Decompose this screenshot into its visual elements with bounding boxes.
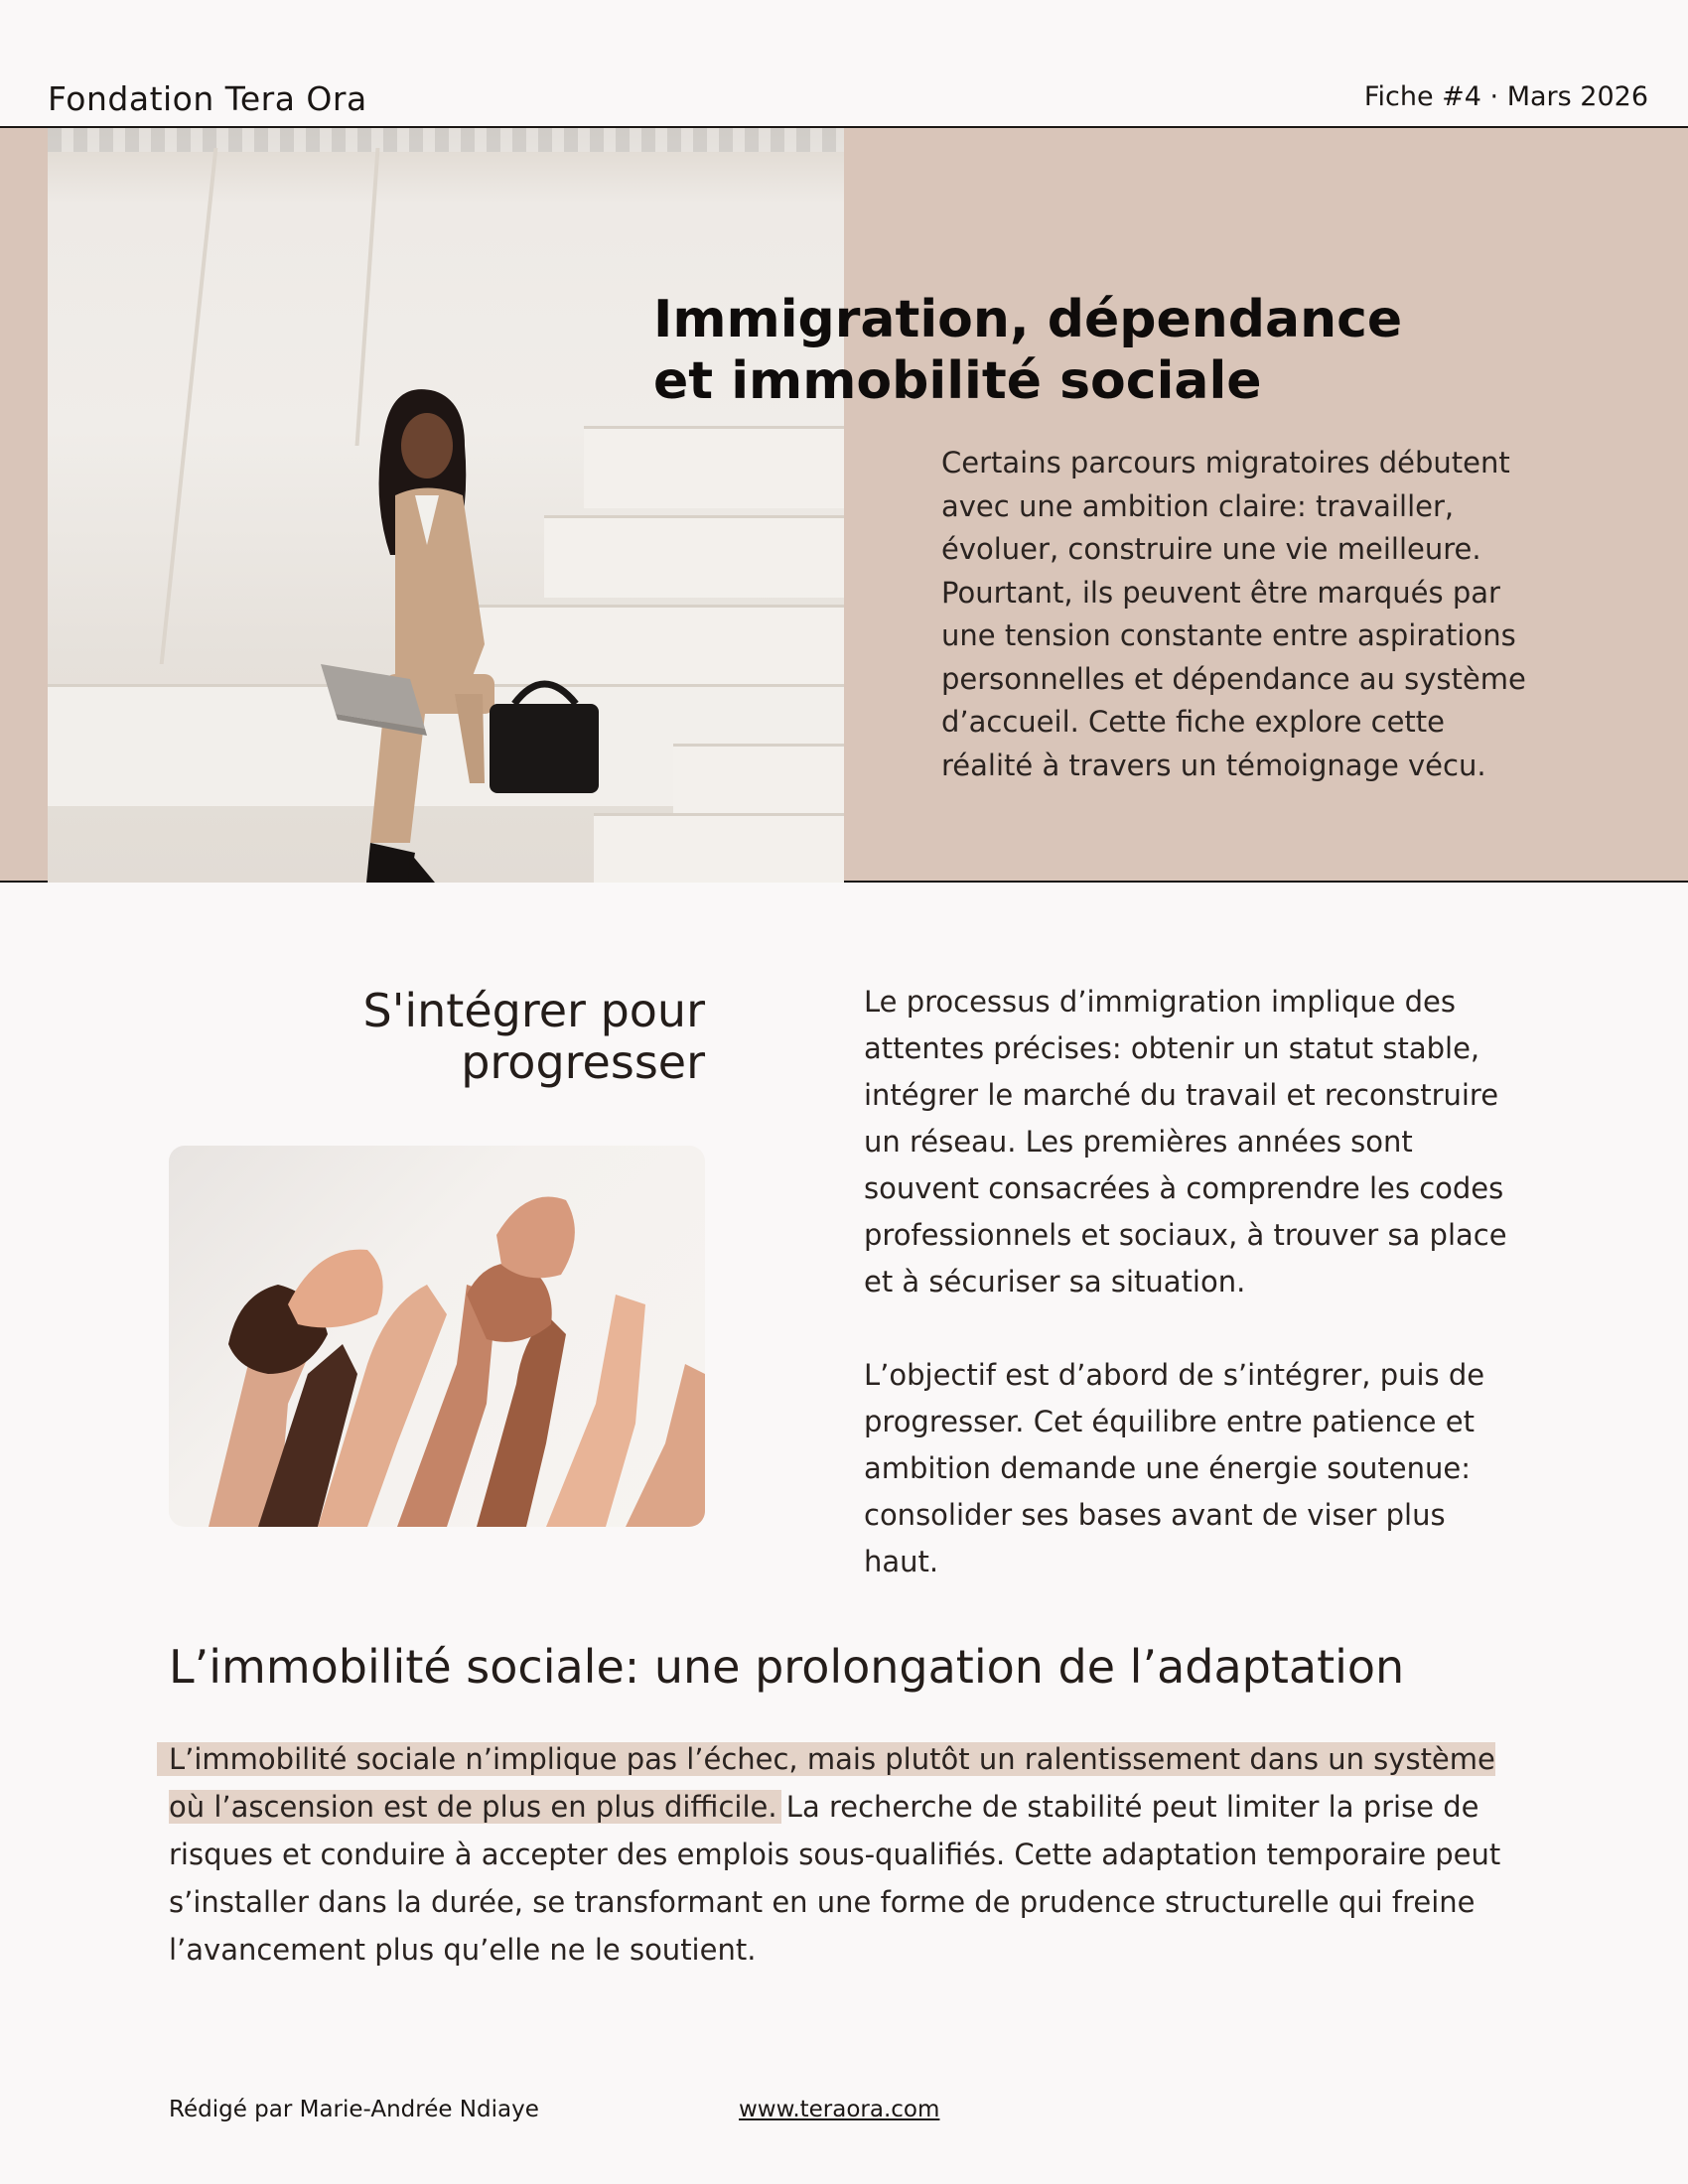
section2-body-rest: La recherche de stabilité peut limiter la prise de risques et conduire à accepter des emplois sous-qualifiés. Cette adaptation temporaire peut s’installer dans la durée, se transformant en une forme de prudence structurelle qui freine l’avancement plus qu’elle ne le soutient.: [169, 1790, 1501, 1967]
section1-heading: [159, 985, 705, 1088]
section1-paragraph: L’objectif est d’abord de s’intégrer, puis de progresser. Cet équilibre entre patience et ambition demande une énergie soutenue: consolider ses bases avant de viser plus haut.: [864, 1358, 1485, 1578]
section2-heading: L’immobilité sociale: une prolongation de l’adaptation: [169, 1640, 1405, 1694]
hero-title: [653, 289, 1646, 412]
hands-photo: [169, 1146, 705, 1527]
section1-paragraph: Le processus d’immigration implique des attentes précises: obtenir un statut stable, intégrer le marché du travail et reconstruire un réseau. Les premières années sont souvent consacrées à comprendre les codes professionnels et sociaux, à trouver sa place et à sécuriser sa situation.: [864, 985, 1507, 1298]
hero-intro: Certains parcours migratoires débutent avec une ambition claire: travailler, évoluer, construire une vie meilleure. Pourtant, ils peuvent être marqués par une tension constante entre aspirations personnelles et dépendance au système d’accueil. Cette fiche explore cette réalité à travers un témoignage vécu.: [941, 446, 1526, 782]
hero-title-line: et immobilité sociale: [653, 351, 1262, 411]
section1-body: [864, 979, 1519, 1632]
website-link[interactable]: www.teraora.com: [739, 2097, 940, 2122]
photo-window-stripes: [48, 128, 844, 152]
hero-title-line: Immigration, dépendance: [653, 290, 1403, 349]
raised-hands-icon: [169, 1146, 705, 1527]
hero-photo-woman-laptop: [48, 128, 844, 883]
woman-figure-icon: [316, 386, 653, 883]
section1-heading-line: S'intégrer pour: [362, 984, 705, 1037]
photo-wall-line: [160, 148, 218, 664]
hero-band: [0, 126, 1688, 883]
issue-label: Fiche #4 · Mars 2026: [1363, 81, 1648, 112]
section2-body: [169, 1735, 1529, 1974]
author-credit: Rédigé par Marie-Andrée Ndiaye: [169, 2097, 539, 2122]
section1-heading-line: progresser: [461, 1035, 705, 1089]
highlighted-sentence: L’immobilité sociale n’implique pas l’échec, mais plutôt un ralentissement dans un système où l’ascension est de plus en plus difficile.: [169, 1742, 1495, 1824]
organization-name: Fondation Tera Ora: [48, 79, 367, 118]
